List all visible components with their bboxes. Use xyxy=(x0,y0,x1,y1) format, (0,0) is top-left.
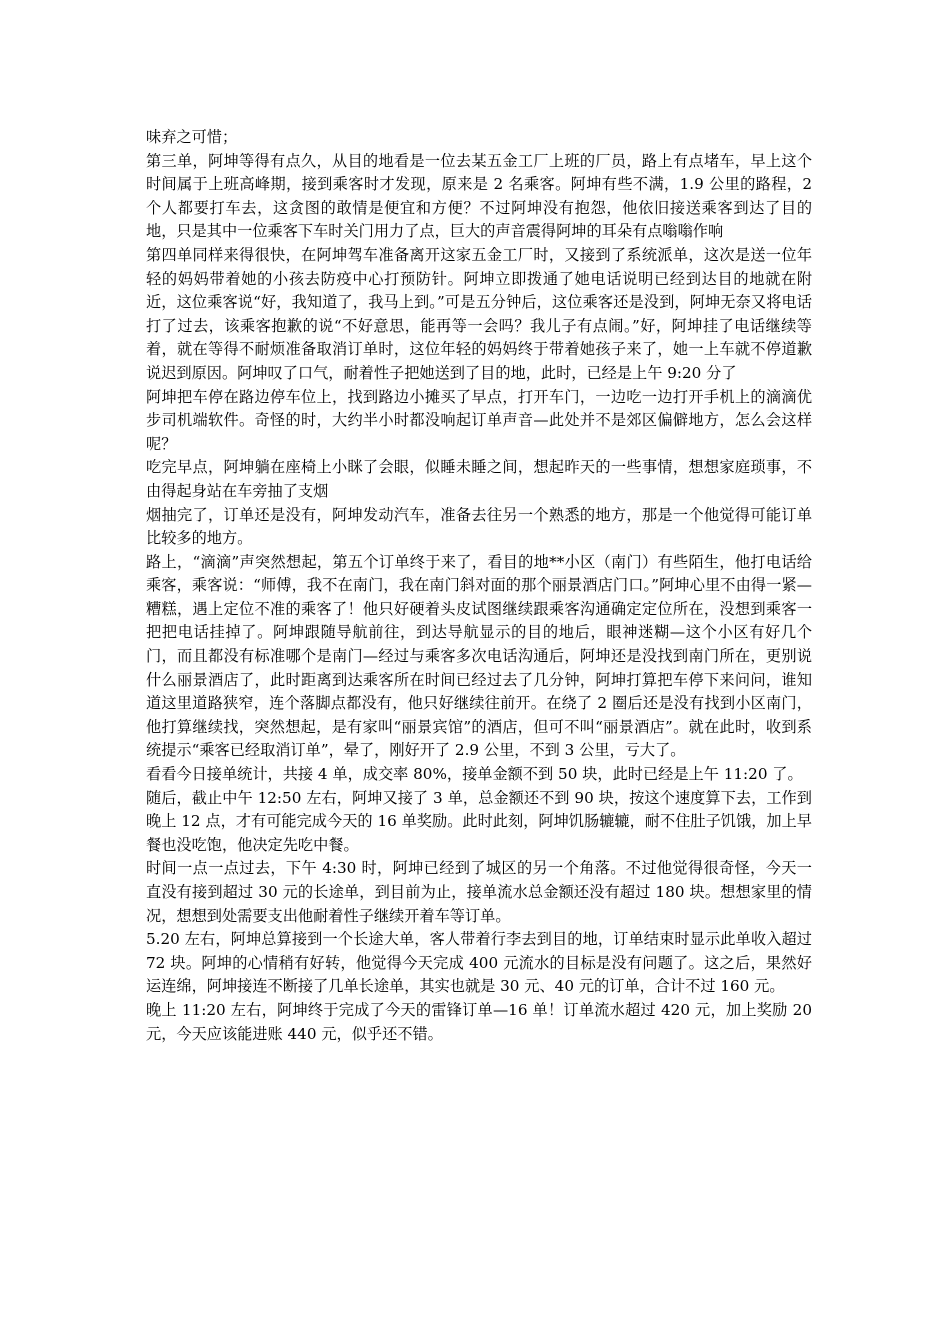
paragraph: 味弃之可惜； xyxy=(146,128,238,146)
document-body xyxy=(146,126,812,1046)
paragraph: 随后，截止中午 12:50 左右，阿坤又接了 3 单，总金额还不到 90 块，按这个速度算下去，工作到晚上 12 点，才有可能完成今天的 16 单奖励。此时此刻，阿坤饥肠辘辘，耐不住肚子饥饿，加上早餐也没吃饱，他决定先吃中餐。 xyxy=(146,788,812,854)
paragraph: 第四单同样来得很快，在阿坤驾车准备离开这家五金工厂时，又接到了系统派单，这次是送一位年轻的妈妈带着她的小孩去防疫中心打预防针。阿坤立即拨通了她电话说明已经到达目的地就在附近，这位乘客说“好，我知道了，我马上到。”可是五分钟后，这位乘客还是没到，阿坤无奈又将电话打了过去，该乘客抱歉的说“不好意思，能再等一会吗？我儿子有点闹。”好，阿坤挂了电话继续等着，就在等得不耐烦准备取消订单时，这位年轻的妈妈终于带着她孩子来了，她一上车就不停道歉说迟到原因。阿坤叹了口气，耐着性子把她送到了目的地，此时，已经是上午 9:20 分了 xyxy=(146,245,812,382)
paragraph: 晚上 11:20 左右，阿坤终于完成了今天的雷锋订单—16 单！订单流水超过 420 元，加上奖励 20 元，今天应该能进账 440 元，似乎还不错。 xyxy=(146,1000,812,1043)
paragraph: 烟抽完了，订单还是没有，阿坤发动汽车，准备去往另一个熟悉的地方，那是一个他觉得可能订单比较多的地方。 xyxy=(146,505,812,548)
paragraph: 第三单，阿坤等得有点久，从目的地看是一位去某五金工厂上班的厂员，路上有点堵车，早上这个时间属于上班高峰期，接到乘客时才发现，原来是 2 名乘客。阿坤有些不满，1.9 公里的路程，2 个人都要打车去，这贪图的敢情是便宜和方便？不过阿坤没有抱怨，他依旧接送乘客到达了目的地，只是其中一位乘客下车时关门用力了点，巨大的声音震得阿坤的耳朵有点嗡嗡作响 xyxy=(146,151,812,241)
paragraph: 时间一点一点过去，下午 4:30 时，阿坤已经到了城区的另一个角落。不过他觉得很奇怪，今天一直没有接到超过 30 元的长途单，到目前为止，接单流水总金额还没有超过 180 块。想想家里的情况，想想到处需要支出他耐着性子继续开着车等订单。 xyxy=(146,859,812,925)
paragraph: 路上，“滴滴”声突然想起，第五个订单终于来了，看目的地**小区（南门）有些陌生，他打电话给乘客，乘客说：“师傅，我不在南门，我在南门斜对面的那个丽景酒店门口。”阿坤心里不由得一紧—糟糕，遇上定位不准的乘客了！他只好硬着头皮试图继续跟乘客沟通确定定位所在，没想到乘客一把把电话挂掉了。阿坤跟随导航前往，到达导航显示的目的地后，眼神迷糊—这个小区有好几个门，而且都没有标准哪个是南门—经过与乘客多次电话沟通后，阿坤还是没找到南门所在，更别说什么丽景酒店了，此时距离到达乘客所在时间已经过去了几分钟，阿坤打算把车停下来问问，谁知道这里道路狭窄，连个落脚点都没有，他只好继续往前开。在绕了 2 圈后还是没有找到小区南门，他打算继续找，突然想起，是有家叫“丽景宾馆”的酒店，但可不叫“丽景酒店”。就在此时，收到系统提示“乘客已经取消订单”，晕了，刚好开了 2.9 公里，不到 3 公里，亏大了。 xyxy=(146,552,812,760)
paragraph: 阿坤把车停在路边停车位上，找到路边小摊买了早点，打开车门，一边吃一边打开手机上的滴滴优步司机端软件。奇怪的时，大约半小时都没响起订单声音—此处并不是郊区偏僻地方，怎么会这样呢？ xyxy=(146,387,812,453)
paragraph: 看看今日接单统计，共接 4 单，成交率 80%，接单金额不到 50 块，此时已经是上午 11:20 了。 xyxy=(146,765,803,784)
paragraph: 吃完早点，阿坤躺在座椅上小眯了会眼，似睡未睡之间，想起昨天的一些事情，想想家庭琐事，不由得起身站在车旁抽了支烟 xyxy=(146,458,812,500)
paragraph: 5.20 左右，阿坤总算接到一个长途大单，客人带着行李去到目的地，订单结束时显示此单收入超过 72 块。阿坤的心情稍有好转，他觉得今天完成 400 元流水的目标是没有问题了。这之后，果然好运连绵，阿坤接连不断接了几单长途单，其实也就是 30 元、40 元的订单，合计不过 160 元。 xyxy=(146,930,812,996)
